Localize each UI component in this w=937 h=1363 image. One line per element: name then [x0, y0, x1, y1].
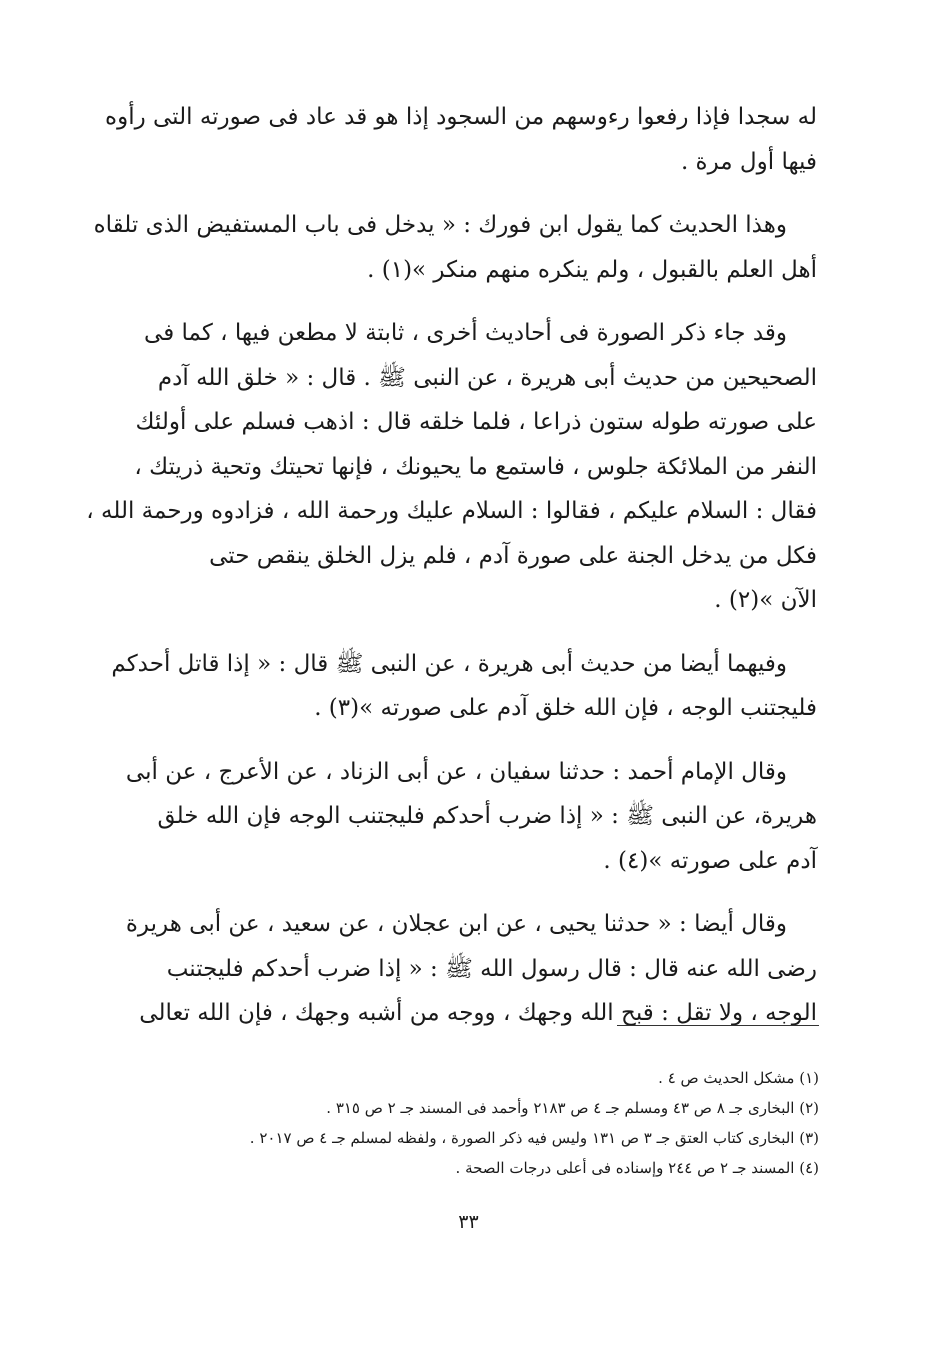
text-line: وهذا الحديث كما يقول ابن فورك : « يدخل فى باب المستفيض الذى تلقاه — [93, 212, 787, 238]
footnote-separator — [617, 1025, 819, 1026]
text-line: وقد جاء ذكر الصورة فى أحاديث أخرى ، ثابتة لا مطعن فيها ، كما فى — [144, 320, 787, 346]
text-line: الصحيحين من حديث أبى هريرة ، عن النبى ﷺ . قال : « خلق الله آدم — [157, 364, 817, 391]
page-body — [86, 95, 817, 1055]
text-line: هريرة، عن النبى ﷺ : « إذا ضرب أحدكم فليجتنب الوجه فإن الله خلق — [157, 803, 817, 829]
text-line: فيها أول مرة . — [680, 148, 817, 175]
text-line: له سجدا فإذا رفعوا رءوسهم من السجود إذا هو قد عاد فى صورته التى رأوه — [105, 104, 817, 130]
text-line: رضى الله عنه قال : قال رسول الله ﷺ : « إذا ضرب أحدكم فليجتنب — [166, 955, 817, 982]
footnote-3: (٣) البخارى كتاب العتق جـ ٣ ص ١٣١ وليس فيه ذكر الصورة ، ولفظه لمسلم جـ ٤ ص ٢٠١٧ . — [249, 1129, 819, 1147]
text-line: وفيهما أيضا من حديث أبى هريرة ، عن النبى ﷺ قال : « إذا قاتل أحدكم — [111, 650, 787, 677]
text-line: آدم على صورته »(٤) . — [603, 847, 817, 874]
text-line: فليجتنب الوجه ، فإن الله خلق آدم على صورته »(٣) . — [314, 695, 817, 721]
paragraph-3 — [86, 311, 817, 623]
paragraph-4 — [111, 642, 817, 731]
text-line: الآن »(٢) . — [714, 587, 817, 613]
text-line: النفر من الملائكة جلوس ، فاستمع ما يحيونك ، فإنها تحيتك وتحية ذريتك ، — [134, 453, 817, 480]
footnote-1: (١) مشكل الحديث ص ٤ . — [658, 1069, 819, 1087]
text-line: أهل العلم بالقبول ، ولم ينكره منهم منكر »(١) . — [367, 256, 817, 283]
paragraph-5 — [117, 750, 817, 884]
footnote-2: (٢) البخارى جـ ٨ ص ٤٣ ومسلم جـ ٤ ص ٢١٨٣ وأحمد فى المسند جـ ٢ ص ٣١٥ . — [326, 1099, 819, 1117]
text-line: وقال الإمام أحمد : حدثنا سفيان ، عن أبى الزناد ، عن الأعرج ، عن أبى — [125, 758, 787, 785]
text-line: فكل من يدخل الجنة على صورة آدم ، فلم يزل الخلق ينقص حتى — [209, 542, 817, 569]
footnotes — [119, 1063, 819, 1183]
page-number: ٣٣ — [458, 1211, 479, 1233]
paragraph-2 — [93, 203, 817, 292]
paragraph-6 — [117, 902, 817, 1036]
text-line: وقال أيضا : « حدثنا يحيى ، عن ابن عجلان ، عن سعيد ، عن أبى هريرة — [125, 911, 787, 937]
text-line: على صورته طوله ستون ذراعا ، فلما خلقه قال : اذهب فسلم على أولئك — [135, 409, 817, 435]
paragraph-1 — [105, 95, 817, 184]
footnote-4: (٤) المسند جـ ٢ ص ٢٤٤ وإسناده فى أعلى درجات الصحة . — [455, 1159, 819, 1177]
text-line: فقال : السلام عليكم ، فقالوا : السلام عليك ورحمة الله ، فزادوه ورحمة الله ، — [86, 498, 817, 524]
text-line: الوجه ، ولا تقل : قبح الله وجهك ، ووجه من أشبه وجهك ، فإن الله تعالى — [139, 1000, 817, 1026]
